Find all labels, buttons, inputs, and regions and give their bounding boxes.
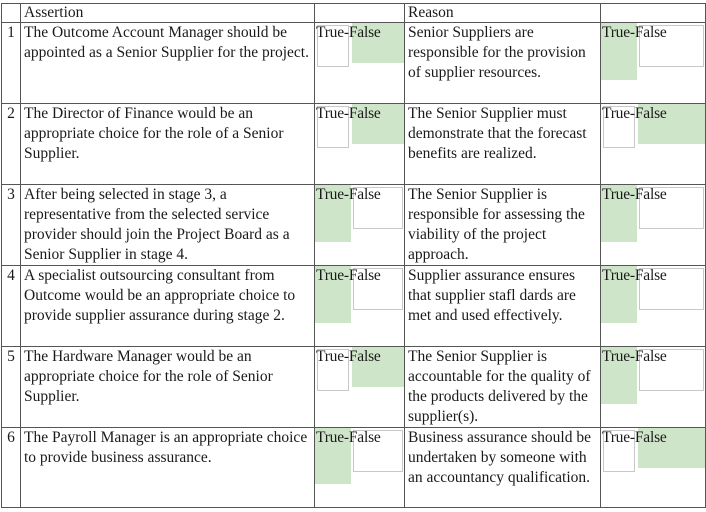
false-option[interactable]: False	[348, 267, 381, 284]
table-row	[2, 428, 706, 508]
true-option[interactable]: True	[316, 24, 344, 41]
true-option[interactable]: True	[316, 429, 344, 446]
header-reason-choice	[601, 4, 706, 23]
true-option[interactable]: True	[602, 348, 630, 365]
false-option[interactable]: False	[634, 186, 667, 203]
assertion-text: The Outcome Account Manager should be appointed as a Senior Supplier for the project.	[21, 23, 315, 104]
assertion-reason-table	[1, 3, 706, 508]
reason-choice[interactable]	[601, 428, 706, 508]
reason-choice[interactable]	[601, 104, 706, 185]
false-option[interactable]: False	[348, 186, 381, 203]
true-option[interactable]: True	[602, 186, 630, 203]
reason-text: The Senior Supplier is accountable for the quality of the products delivered by the supplier(s).	[405, 347, 601, 428]
option-separator: -	[629, 348, 635, 365]
false-option[interactable]: False	[634, 429, 667, 446]
row-number: 2	[2, 104, 21, 185]
reason-choice[interactable]	[601, 23, 706, 104]
reason-choice[interactable]	[601, 347, 706, 428]
header-row	[2, 4, 706, 23]
false-option[interactable]: False	[348, 348, 381, 365]
false-option[interactable]: False	[348, 105, 381, 122]
reason-text: Senior Suppliers are responsible for the provision of supplier resources.	[405, 23, 601, 104]
row-number: 4	[2, 266, 21, 347]
false-option[interactable]: False	[634, 348, 667, 365]
assertion-choice[interactable]	[315, 347, 405, 428]
false-option[interactable]: False	[634, 24, 667, 41]
assertion-choice[interactable]	[315, 185, 405, 266]
false-option[interactable]: False	[634, 105, 667, 122]
table-row	[2, 266, 706, 347]
reason-text: The Senior Supplier is responsible for assessing the viability of the project approach.	[405, 185, 601, 266]
assertion-choice[interactable]	[315, 23, 405, 104]
header-number	[2, 4, 21, 23]
option-separator: -	[343, 105, 349, 122]
option-separator: -	[629, 267, 635, 284]
assertion-text: The Director of Finance would be an appropriate choice for the role of a Senior Supplier.	[21, 104, 315, 185]
true-option[interactable]: True	[316, 105, 344, 122]
row-number: 6	[2, 428, 21, 508]
row-number: 5	[2, 347, 21, 428]
assertion-choice[interactable]	[315, 266, 405, 347]
option-separator: -	[343, 429, 349, 446]
true-option[interactable]: True	[316, 267, 344, 284]
assertion-choice[interactable]	[315, 428, 405, 508]
header-reason: Reason	[405, 4, 601, 23]
table-row	[2, 185, 706, 266]
header-assertion: Assertion	[21, 4, 315, 23]
assertion-text: After being selected in stage 3, a representative from the selected service provider should join the Project Board as a Senior Supplier in stage 4.	[21, 185, 315, 266]
option-separator: -	[629, 429, 635, 446]
row-number: 3	[2, 185, 21, 266]
false-option[interactable]: False	[348, 24, 381, 41]
true-option[interactable]: True	[316, 348, 344, 365]
false-option[interactable]: False	[634, 267, 667, 284]
reason-choice[interactable]	[601, 266, 706, 347]
true-option[interactable]: True	[602, 105, 630, 122]
assertion-text: A specialist outsourcing consultant from Outcome would be an appropriate choice to provide supplier assurance during stage 2.	[21, 266, 315, 347]
assertion-choice[interactable]	[315, 104, 405, 185]
true-option[interactable]: True	[602, 24, 630, 41]
reason-choice[interactable]	[601, 185, 706, 266]
false-option[interactable]: False	[348, 429, 381, 446]
option-separator: -	[629, 105, 635, 122]
option-separator: -	[629, 186, 635, 203]
true-option[interactable]: True	[602, 267, 630, 284]
assertion-text: The Payroll Manager is an appropriate choice to provide business assurance.	[21, 428, 315, 508]
option-separator: -	[343, 186, 349, 203]
assertion-text: The Hardware Manager would be an appropriate choice for the role of Senior Supplier.	[21, 347, 315, 428]
row-number: 1	[2, 23, 21, 104]
true-option[interactable]: True	[316, 186, 344, 203]
true-option[interactable]: True	[602, 429, 630, 446]
table-row	[2, 104, 706, 185]
option-separator: -	[343, 267, 349, 284]
reason-text: The Senior Supplier must demonstrate that the forecast benefits are realized.	[405, 104, 601, 185]
reason-text: Business assurance should be undertaken by someone with an accountancy qualification.	[405, 428, 601, 508]
option-separator: -	[343, 348, 349, 365]
option-separator: -	[343, 24, 349, 41]
table-row	[2, 347, 706, 428]
table-row	[2, 23, 706, 104]
reason-text: Supplier assurance ensures that supplier stafl dards are met and used effectively.	[405, 266, 601, 347]
option-separator: -	[629, 24, 635, 41]
header-assertion-choice	[315, 4, 405, 23]
